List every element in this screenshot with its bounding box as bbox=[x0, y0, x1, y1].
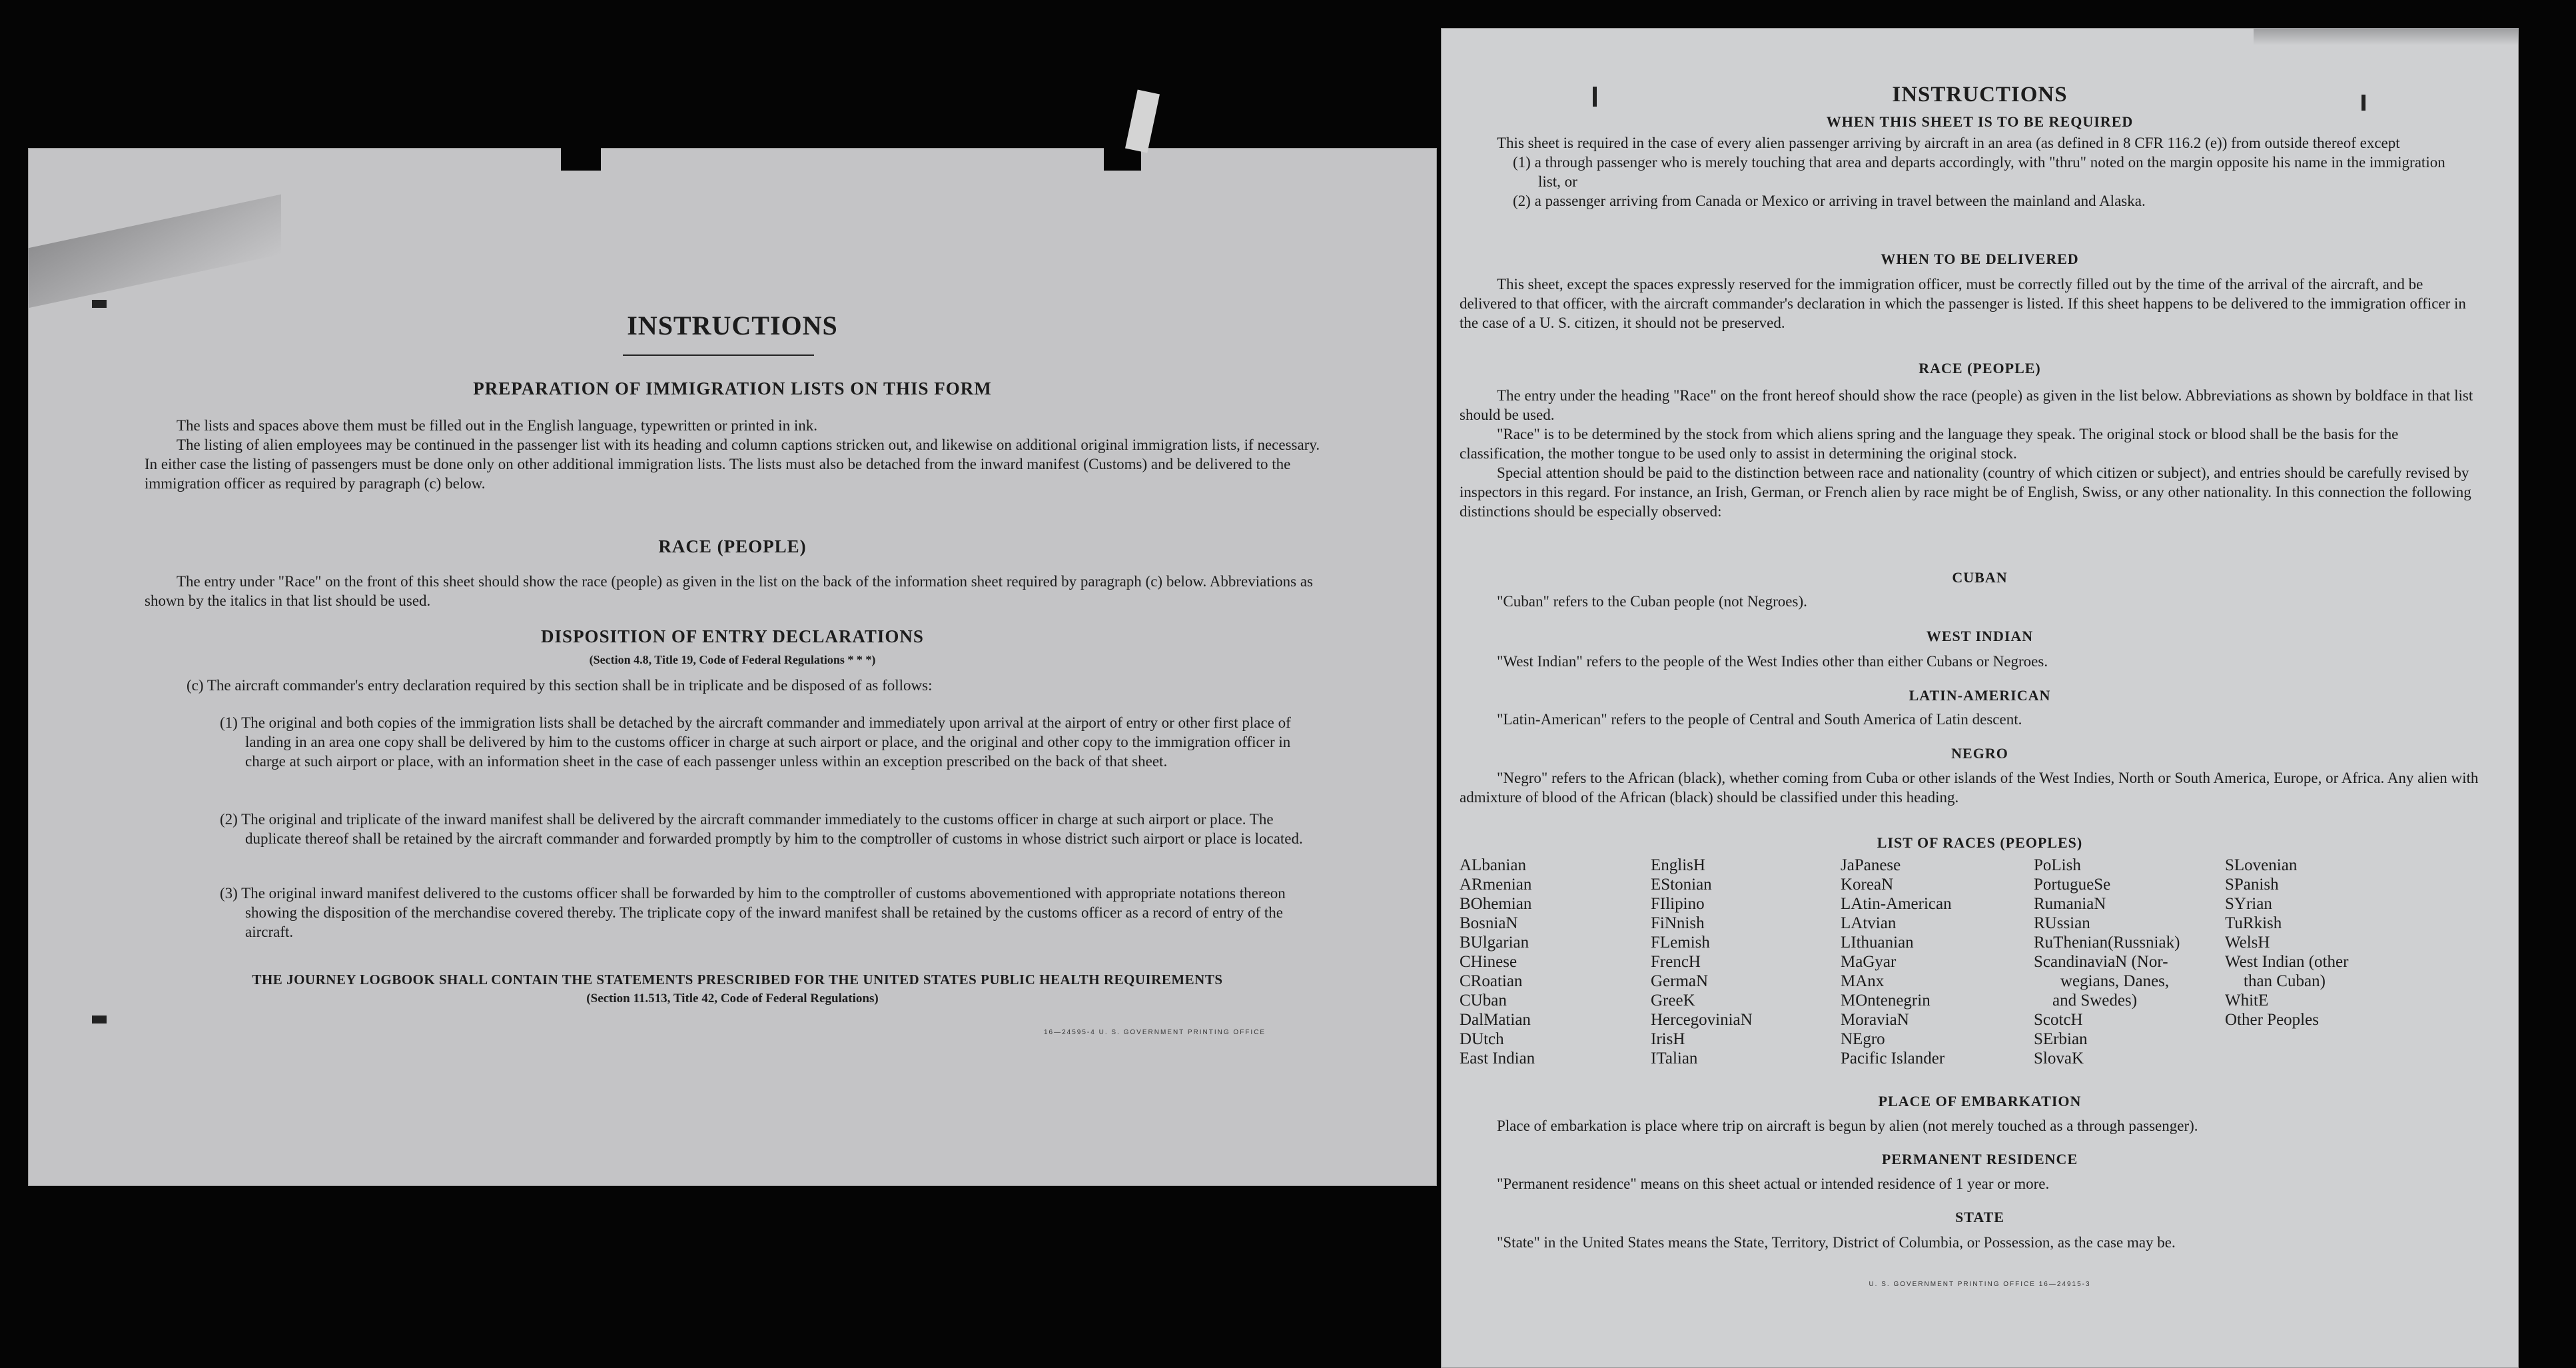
section-body bbox=[1460, 652, 2481, 671]
paper-tab bbox=[1125, 89, 1160, 153]
race-item: FiNnish bbox=[1651, 914, 1705, 932]
race-item: SLovenian bbox=[2225, 856, 2298, 874]
race-item: MAnx bbox=[1841, 972, 1885, 990]
section-body bbox=[187, 676, 1332, 695]
paragraph: The lists and spaces above them must be filled out in the English language, typewritten or printed in ink. bbox=[177, 417, 817, 434]
paragraph: "West Indian" refers to the people of the West Indies other than either Cubans or Negroes. bbox=[1497, 653, 2048, 670]
list-item: (1) a through passenger who is merely touching that area and departs accordingly, with "thru" noted on the margin opposite his name in the immigration list, or bbox=[1513, 154, 2445, 190]
section-body bbox=[1460, 386, 2481, 521]
race-item: SPanish bbox=[2225, 876, 2279, 894]
race-item: East Indian bbox=[1460, 1049, 1535, 1067]
punch-mark bbox=[92, 300, 107, 308]
race-item: RUssian bbox=[2034, 914, 2090, 932]
left-instruction-sheet bbox=[28, 148, 1437, 1186]
race-item: JaPanese bbox=[1841, 856, 1901, 874]
section-heading: NEGRO bbox=[1951, 745, 2008, 762]
race-item: FrencH bbox=[1651, 953, 1701, 971]
paragraph: The entry under "Race" on the front of this sheet should show the race (people) as given in the list on the back of the information sheet required by paragraph (c) below. Abbreviations as shown by the italics in that list should be used. bbox=[145, 573, 1313, 609]
race-item: LIthuanian bbox=[1841, 934, 1914, 952]
section-body bbox=[1460, 1174, 2481, 1193]
section-heading: CUBAN bbox=[1952, 569, 2008, 586]
race-item: BUlgarian bbox=[1460, 934, 1529, 952]
race-item: MoraviaN bbox=[1841, 1011, 1909, 1029]
race-item: KoreaN bbox=[1841, 876, 1894, 894]
section-body bbox=[145, 416, 1330, 493]
section-heading: RACE (PEOPLE) bbox=[658, 536, 807, 556]
race-item: NEgro bbox=[1841, 1030, 1885, 1048]
page-title: INSTRUCTIONS bbox=[1892, 83, 2068, 107]
paragraph: The listing of alien employees may be continued in the passenger list with its heading and column captions stricken out, and likewise on additional original immigration lists, if necessary. In either case the listing of passengers must be done only on other additional immigration lists. The lists must also be detached from the inward manifest (Customs) and be delivered to the immigration officer as required by paragraph (c) below. bbox=[145, 436, 1320, 492]
race-item: and Swedes) bbox=[2052, 992, 2138, 1010]
section-heading: LIST OF RACES (PEOPLES) bbox=[1877, 834, 2083, 851]
section-heading: WHEN TO BE DELIVERED bbox=[1881, 251, 2079, 267]
race-item: RumaniaN bbox=[2034, 895, 2106, 913]
race-item: West Indian (other bbox=[2225, 953, 2349, 971]
race-item: FLemish bbox=[1651, 934, 1710, 952]
section-heading: WHEN THIS SHEET IS TO BE REQUIRED bbox=[1826, 113, 2134, 130]
paragraph: This sheet, except the spaces expressly reserved for the immigration officer, must be correctly filled out by the time of the arrival of the aircraft, and be delivered to that officer, with the aircraft commander's declaration in which the passenger is listed. If this sheet happens to be delivered to the immigration officer in the case of a U. S. citizen, it should not be preserved. bbox=[1460, 276, 2466, 331]
section-body bbox=[1460, 710, 2481, 729]
paragraph: The entry under the heading "Race" on the front hereof should show the race (people) as given in the list below. Abbreviations as shown by boldface in that list should be used. bbox=[1460, 387, 2473, 423]
race-item: EnglisH bbox=[1651, 856, 1705, 874]
right-information-sheet bbox=[1441, 28, 2519, 1368]
section-heading: LATIN-AMERICAN bbox=[1909, 687, 2051, 704]
title-rule bbox=[623, 354, 814, 356]
race-list-column bbox=[2225, 856, 2348, 1029]
race-item: SErbian bbox=[2034, 1030, 2088, 1048]
race-item: ScandinaviaN (Nor- bbox=[2034, 953, 2168, 971]
section-body bbox=[1460, 768, 2481, 807]
race-item: WelsH bbox=[2225, 934, 2270, 952]
race-item: Pacific Islander bbox=[1841, 1049, 1945, 1067]
race-item: than Cuban) bbox=[2244, 972, 2326, 990]
paragraph: Special attention should be paid to the distinction between race and nationality (country of which citizen or subject), and entries should be carefully revised by inspectors in this regard. For instance, an Irish, German, or French alien by race might be of English, Swiss, or any other nationality. In this connection the following distinctions should be especially observed: bbox=[1460, 464, 2471, 520]
section-heading: DISPOSITION OF ENTRY DECLARATIONS bbox=[541, 626, 924, 646]
race-item: MaGyar bbox=[1841, 953, 1897, 971]
race-item: SlovaK bbox=[2034, 1049, 2084, 1067]
list-item: (2) The original and triplicate of the inward manifest shall be delivered by the aircraft commander immediately to the customs officer in charge at such airport or place. The duplicate thereof shall be retained by the aircraft commander and forwarded promptly by him to the comptroller of customs in whose district such airport or place is located. bbox=[220, 811, 1303, 847]
list-item: (2) a passenger arriving from Canada or Mexico or arriving in travel between the mainland and Alaska. bbox=[1513, 193, 2146, 209]
section-heading: PLACE OF EMBARKATION bbox=[1878, 1093, 2082, 1109]
race-item: wegians, Danes, bbox=[2060, 972, 2170, 990]
section-heading: PREPARATION OF IMMIGRATION LISTS ON THIS FORM bbox=[473, 378, 992, 398]
race-item: SYrian bbox=[2225, 895, 2272, 913]
race-item: FIlipino bbox=[1651, 895, 1705, 913]
paragraph: "Negro" refers to the African (black), whether coming from Cuba or other islands of the West Indies, North or South America, Europe, or Africa. Any alien with admixture of blood of the African (black) should be classified under this heading. bbox=[1460, 770, 2479, 806]
race-item: CHinese bbox=[1460, 953, 1517, 971]
paragraph: "Permanent residence" means on this sheet actual or intended residence of 1 year or more. bbox=[1497, 1175, 2050, 1192]
citation: (Section 4.8, Title 19, Code of Federal Regulations * * *) bbox=[589, 653, 876, 666]
footer-statement: THE JOURNEY LOGBOOK SHALL CONTAIN THE STATEMENTS PRESCRIBED FOR THE UNITED STATES PUBLIC HEALTH REQUIREMENTS bbox=[252, 972, 1223, 988]
section-body bbox=[1460, 592, 2481, 611]
list-item: (3) The original inward manifest delivered to the customs officer shall be forwarded by him to the comptroller of customs abovementioned with appropriate notations thereon showing the disposition of the merchandise covered thereby. The triplicate copy of the inward manifest shall be retained by the customs officer as a record of entry of the aircraft. bbox=[220, 885, 1286, 940]
race-list-column bbox=[1841, 856, 1952, 1068]
paragraph: "State" in the United States means the State, Territory, District of Columbia, or Possession, as the case may be. bbox=[1497, 1234, 2176, 1251]
race-item: MOntenegrin bbox=[1841, 992, 1931, 1010]
paragraph: "Latin-American" refers to the people of Central and South America of Latin descent. bbox=[1497, 711, 2022, 728]
section-heading: WEST INDIAN bbox=[1926, 628, 2034, 644]
footer-citation: (Section 11.513, Title 42, Code of Federal Regulations) bbox=[586, 992, 879, 1006]
race-item: ITalian bbox=[1651, 1049, 1698, 1067]
top-edge-shadow bbox=[2254, 28, 2519, 45]
race-item: PoLish bbox=[2034, 856, 2081, 874]
race-item: Other Peoples bbox=[2225, 1011, 2319, 1029]
race-item: PortugueSe bbox=[2034, 876, 2111, 894]
race-item: CRoatian bbox=[1460, 972, 1523, 990]
race-item: GermaN bbox=[1651, 972, 1709, 990]
section-heading: RACE (PEOPLE) bbox=[1919, 360, 2041, 376]
race-item: RuThenian(Russniak) bbox=[2034, 934, 2180, 952]
race-item: LAtin-American bbox=[1841, 895, 1952, 913]
race-item: BOhemian bbox=[1460, 895, 1532, 913]
list-item: (1) The original and both copies of the immigration lists shall be detached by the aircraft commander and immediately upon arrival at the airport of entry or other first place of landing in an area one copy shall be delivered by him to the customs officer in charge at such airport or place, and the original and other copy to the immigration officer in charge at such airport or place, with an information sheet in the case of each passenger unless within an exception prescribed on the back of that sheet. bbox=[220, 714, 1291, 770]
race-item: CUban bbox=[1460, 992, 1507, 1010]
section-body bbox=[1460, 1233, 2481, 1252]
race-item: TuRkish bbox=[2225, 914, 2282, 932]
section-body bbox=[1460, 1116, 2481, 1135]
sheet-notch bbox=[1104, 148, 1141, 171]
sheet-notch bbox=[561, 148, 601, 171]
torn-corner bbox=[28, 195, 281, 309]
section-heading: PERMANENT RESIDENCE bbox=[1881, 1151, 2078, 1167]
race-item: EStonian bbox=[1651, 876, 1712, 894]
section-body bbox=[1460, 133, 2481, 211]
race-item: WhitE bbox=[2225, 992, 2269, 1010]
punch-mark bbox=[92, 1016, 107, 1024]
paragraph: This sheet is required in the case of every alien passenger arriving by aircraft in an area (as defined in 8 CFR 116.2 (e)) from outside thereof except bbox=[1497, 135, 2400, 151]
paragraph: "Cuban" refers to the Cuban people (not Negroes). bbox=[1497, 593, 1807, 610]
page-title: INSTRUCTIONS bbox=[627, 311, 838, 341]
paragraph: (c) The aircraft commander's entry declaration required by this section shall be in triplicate and be disposed of as follows: bbox=[187, 677, 933, 694]
race-list-column bbox=[2034, 856, 2180, 1068]
printing-imprint: U. S. GOVERNMENT PRINTING OFFICE 16—24915-3 bbox=[1869, 1281, 2091, 1288]
race-item: LAtvian bbox=[1841, 914, 1897, 932]
race-item: DUtch bbox=[1460, 1030, 1504, 1048]
race-item: DalMatian bbox=[1460, 1011, 1531, 1029]
race-item: IrisH bbox=[1651, 1030, 1685, 1048]
section-body bbox=[1460, 275, 2481, 333]
race-item: BosniaN bbox=[1460, 914, 1518, 932]
race-item: ALbanian bbox=[1460, 856, 1526, 874]
section-heading: STATE bbox=[1955, 1209, 2004, 1225]
race-item: ScotcH bbox=[2034, 1011, 2083, 1029]
race-list-column bbox=[1651, 856, 1753, 1068]
race-item: ARmenian bbox=[1460, 876, 1532, 894]
paragraph: Place of embarkation is place where trip on aircraft is begun by alien (not merely touched as a through passenger). bbox=[1497, 1117, 2198, 1134]
race-list-column bbox=[1460, 856, 1535, 1068]
paragraph: "Race" is to be determined by the stock from which aliens spring and the language they speak. The original stock or blood shall be the basis for the classification, the mother tongue to be used only to assist in determining the original stock. bbox=[1460, 426, 2399, 462]
section-body bbox=[145, 572, 1330, 610]
race-item: GreeK bbox=[1651, 992, 1695, 1010]
race-item: HercegoviniaN bbox=[1651, 1011, 1753, 1029]
printing-imprint: 16—24595-4 U. S. GOVERNMENT PRINTING OFFICE bbox=[1044, 1029, 1266, 1036]
